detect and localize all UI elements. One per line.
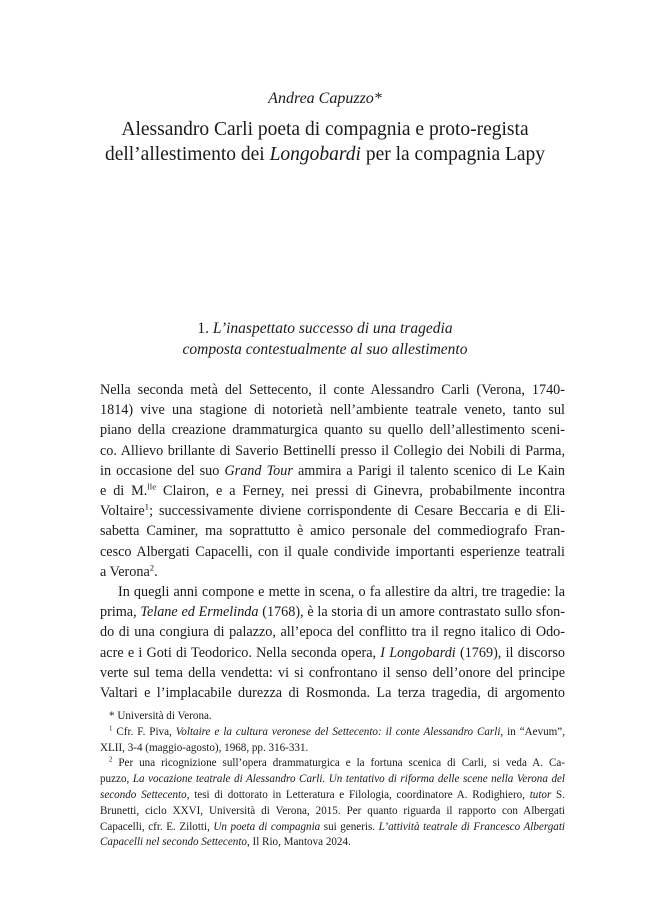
title-line-2 bbox=[60, 142, 590, 167]
body-line bbox=[100, 481, 565, 501]
italic-run: L’attività teatrale di Francesco Albergati bbox=[378, 820, 565, 833]
italic-run: secondo Settecento bbox=[100, 788, 187, 801]
footnote-line bbox=[100, 835, 565, 851]
text-run: Cfr. F. Piva, bbox=[112, 725, 176, 738]
text-run: e di M. bbox=[100, 483, 148, 500]
body-line: sabetta Caminer, ma soprattutto è amico personale del commediografo Fran- bbox=[100, 523, 565, 540]
body-line bbox=[100, 501, 565, 521]
title-italic-work: Longobardi bbox=[269, 144, 361, 165]
italic-run: Capacelli nel secondo Settecento bbox=[100, 836, 247, 849]
text-run: , tesi di dottorato in Letteratura e Filologia, coordinatore A. Rodighiero, bbox=[186, 788, 530, 801]
italic-run: tutor bbox=[529, 788, 552, 801]
body-line: Nella seconda metà del Settecento, il conte Alessandro Carli (Verona, 1740- bbox=[100, 382, 565, 398]
text-run: Per una ricognizione sull’opera drammaturgica e la fortuna scenica di Carli, si veda A. Ca- bbox=[112, 757, 565, 770]
text-run: a Verona bbox=[100, 563, 150, 580]
body-line: In quegli anni compone e mette in scena, o fa allestire da altri, tre tragedie: la bbox=[118, 584, 565, 601]
italic-run: La vocazione teatrale di Alessandro Carli. Un tentativo di riforma delle scene nella Verona del bbox=[132, 773, 565, 786]
body-line: cesco Albergati Capacelli, con il quale condivide importanti esperienze teatrali bbox=[100, 543, 565, 560]
text-run: ammira a Parigi il talento scenico di Le Kain bbox=[292, 462, 565, 479]
text-run: in occasione del suo bbox=[100, 462, 225, 479]
body-line bbox=[100, 643, 565, 663]
italic-run: Un poeta di compagnia bbox=[213, 820, 321, 833]
text-run: sui generis. bbox=[320, 820, 379, 833]
footnote-line bbox=[100, 788, 565, 804]
text-run: , Il Rio, Mantova 2024. bbox=[246, 836, 351, 849]
title-line-1: Alessandro Carli poeta di compagnia e proto-regista bbox=[121, 119, 529, 140]
article-title bbox=[60, 117, 590, 167]
text-run: ; successivamente diviene corrispondente di Cesare Beccaria e di Eli- bbox=[149, 503, 565, 520]
section-heading-line-2: composta contestualmente al suo allestimento bbox=[182, 341, 468, 358]
text-run: S. bbox=[551, 788, 565, 801]
body-line: piano della creazione drammaturgica quanto su quello dell’allestimento sceni- bbox=[100, 422, 565, 439]
title-text: dell’allestimento dei bbox=[104, 144, 270, 165]
text-run: (1768), è la storia di un amore contrastato sullo sfon- bbox=[258, 604, 566, 621]
footnote-number: 1 bbox=[109, 725, 113, 733]
footnote-ref-1[interactable]: 1 bbox=[144, 501, 150, 512]
title-text: per la compagnia Lapy bbox=[360, 144, 546, 165]
text-run: (1769), il discorso bbox=[455, 644, 565, 661]
body-line bbox=[100, 602, 565, 622]
footnote-line: Brunetti, ciclo XXVI, Università di Verona, 2015. Per quanto riguarda il rapporto con Albergati bbox=[100, 804, 565, 817]
text-run: . bbox=[154, 563, 158, 580]
footnote-line bbox=[100, 756, 565, 772]
section-number: 1. bbox=[197, 320, 213, 337]
body-line: Valtari e l’implacabile durezza di Rosmonda. La terza tragedia, di argomento bbox=[100, 685, 565, 702]
section-heading-line-1 bbox=[60, 318, 590, 339]
author-name: Andrea Capuzzo* bbox=[268, 90, 382, 107]
footnote-line bbox=[100, 820, 565, 836]
footnote-line bbox=[100, 772, 565, 788]
section-title-part: L’inaspettato successo di una tragedia bbox=[212, 320, 453, 337]
footnote-ref-2[interactable]: 2 bbox=[149, 562, 155, 573]
footnotes bbox=[100, 709, 565, 851]
text-run: , in “Aevum”, bbox=[500, 725, 565, 738]
body-text bbox=[100, 380, 565, 703]
italic-run: Voltaire e la cultura veronese del Settecento: il conte Alessandro Carli bbox=[175, 725, 501, 738]
footnote-line bbox=[100, 725, 565, 741]
body-line: verte sul tema della vendetta: vi si confrontano il senso dell’onore del principe bbox=[100, 664, 565, 681]
text-run: prima, bbox=[100, 604, 141, 621]
text-run: Capacelli, cfr. E. Zilotti, bbox=[100, 820, 214, 833]
text-run: puzzo, bbox=[100, 773, 133, 786]
superscript: lle bbox=[147, 481, 157, 492]
italic-run: I Longobardi bbox=[380, 644, 456, 661]
footnote-line: XLII, 3-4 (maggio-agosto), 1968, pp. 316-331. bbox=[100, 741, 309, 754]
footnote-affiliation: * Università di Verona. bbox=[109, 710, 212, 722]
text-run: Voltaire bbox=[100, 503, 145, 520]
italic-run: Telane ed Ermelinda bbox=[140, 604, 259, 621]
italic-run: Grand Tour bbox=[224, 462, 293, 479]
text-run: acre e i Goti di Teodorico. Nella seconda opera, bbox=[100, 644, 381, 661]
body-line: do di una congiura di palazzo, all’epoca del conflitto tra il regno italico di Odo- bbox=[100, 624, 565, 641]
body-line bbox=[100, 461, 565, 481]
text-run: Clairon, e a Ferney, nei pressi di Ginevra, probabilmente incontra bbox=[156, 483, 566, 500]
body-line bbox=[100, 562, 565, 582]
section-heading bbox=[60, 318, 590, 360]
body-line: co. Allievo brillante di Saverio Bettinelli presso il Collegio dei Nobili di Parma, bbox=[100, 442, 565, 459]
footnote-number: 2 bbox=[109, 756, 113, 764]
body-line: 1814) vive una stagione di notorietà nell’ambiente teatrale veneto, tanto sul bbox=[100, 402, 565, 419]
